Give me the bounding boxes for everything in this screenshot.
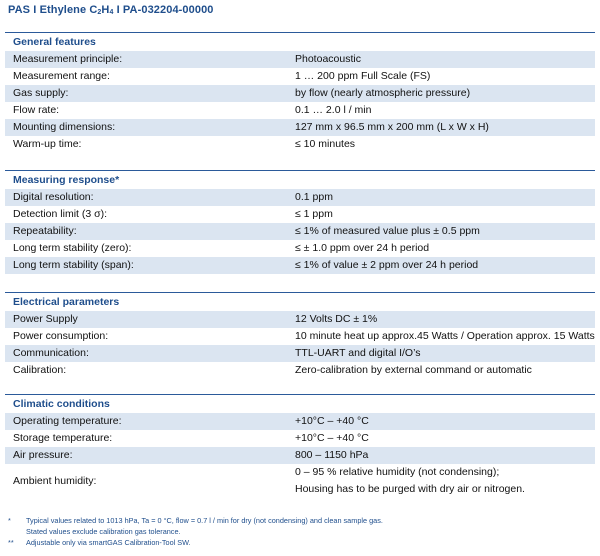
spec-table (5, 189, 595, 274)
spec-value: by flow (nearly atmospheric pressure) (295, 87, 471, 99)
spec-value: ≤ 10 minutes (295, 138, 356, 150)
spec-value: ≤ 1 ppm (295, 208, 333, 220)
spec-value: 0.1 … 2.0 l / min (295, 104, 372, 116)
document-title (8, 4, 214, 16)
section-heading: Measuring response* (5, 170, 595, 189)
spec-label: Operating temperature: (13, 415, 122, 427)
spec-label: Detection limit (3 σ): (13, 208, 108, 220)
spec-label: Repeatability: (13, 225, 77, 237)
spec-value: 1 … 200 ppm Full Scale (FS) (295, 70, 431, 82)
spec-row (5, 102, 595, 119)
spec-value: ≤ ± 1.0 ppm over 24 h period (295, 242, 430, 254)
footnote-mark (8, 526, 26, 537)
spec-row (5, 85, 595, 102)
spec-label: Power Supply (13, 313, 78, 325)
spec-value: 127 mm x 96.5 mm x 200 mm (L x W x H) (295, 121, 489, 133)
spec-value-line: Housing has to be purged with dry air or nitrogen. (295, 483, 525, 495)
footnote-text: Stated values exclude calibration gas tolerance. (26, 527, 181, 536)
footnotes (8, 515, 383, 548)
spec-value: 12 Volts DC ± 1% (295, 313, 378, 325)
spec-value-line: 0 – 95 % relative humidity (not condensing); (295, 466, 500, 478)
spec-row (5, 447, 595, 464)
section-electrical-parameters (5, 292, 595, 379)
footnote (8, 526, 383, 537)
spec-row (5, 68, 595, 85)
footnote-mark: ** (8, 538, 14, 547)
footnote-text: Typical values related to 1013 hPa, Ta = 0 °C, flow = 0.7 l / min for dry (not condensing) and clean sample gas. (26, 516, 383, 525)
spec-label: Gas supply: (13, 87, 69, 99)
spec-label: Measurement range: (13, 70, 110, 82)
spec-label: Long term stability (zero): (13, 242, 132, 254)
spec-label: Measurement principle: (13, 53, 123, 65)
title-subscript-4: 4 (109, 9, 114, 16)
spec-row (5, 223, 595, 240)
title-h: H (101, 4, 110, 16)
spec-value: 800 – 1150 hPa (295, 449, 369, 461)
spec-value: ≤ 1% of value ± 2 ppm over 24 h period (295, 259, 479, 271)
spec-value: ≤ 1% of measured value plus ± 0.5 ppm (295, 225, 480, 237)
spec-value: 0.1 ppm (295, 191, 333, 203)
title-suffix: I PA-032204-00000 (113, 4, 214, 16)
spec-row (5, 328, 595, 345)
spec-row (5, 206, 595, 223)
footnote (8, 537, 383, 548)
spec-label: Ambient humidity: (13, 474, 97, 487)
section-heading: Climatic conditions (5, 394, 595, 413)
spec-row (5, 311, 595, 328)
spec-table (5, 51, 595, 153)
spec-value: 10 minute heat up approx.45 Watts / Operation approx. 15 Watts (295, 330, 595, 342)
section-climatic-conditions (5, 394, 595, 498)
spec-row (5, 430, 595, 447)
spec-value: Zero-calibration by external command or automatic (295, 364, 532, 376)
section-heading: Electrical parameters (5, 292, 595, 311)
spec-row (5, 345, 595, 362)
spec-value: TTL-UART and digital I/O’s (295, 347, 421, 359)
spec-table (5, 311, 595, 379)
spec-row (5, 413, 595, 430)
spec-row (5, 51, 595, 68)
spec-label: Power consumption: (13, 330, 109, 342)
spec-row (5, 119, 595, 136)
footnote (8, 515, 383, 526)
section-general-features (5, 32, 595, 153)
spec-row (5, 362, 595, 379)
footnote-mark: * (8, 516, 11, 525)
spec-label: Long term stability (span): (13, 259, 134, 271)
spec-value: +10°C – +40 °C (295, 415, 369, 427)
footnote-text: Adjustable only via smartGAS Calibration-Tool SW. (26, 538, 191, 547)
spec-label: Flow rate: (13, 104, 60, 116)
spec-label: Calibration: (13, 364, 67, 376)
section-measuring-response (5, 170, 595, 274)
section-heading: General features (5, 32, 595, 51)
spec-label: Storage temperature: (13, 432, 113, 444)
spec-row (5, 189, 595, 206)
title-prefix: PAS I Ethylene C (8, 4, 98, 16)
spec-row (5, 136, 595, 153)
spec-label: Communication: (13, 347, 89, 359)
title-subscript-2: 2 (97, 9, 102, 16)
spec-label: Warm-up time: (13, 138, 82, 150)
spec-value: +10°C – +40 °C (295, 432, 369, 444)
spec-row (5, 464, 595, 498)
spec-row (5, 240, 595, 257)
spec-value (287, 464, 595, 498)
spec-label: Air pressure: (13, 449, 73, 461)
spec-table (5, 413, 595, 498)
spec-row (5, 257, 595, 274)
spec-label: Digital resolution: (13, 191, 94, 203)
spec-value: Photoacoustic (295, 53, 361, 65)
spec-label: Mounting dimensions: (13, 121, 116, 133)
